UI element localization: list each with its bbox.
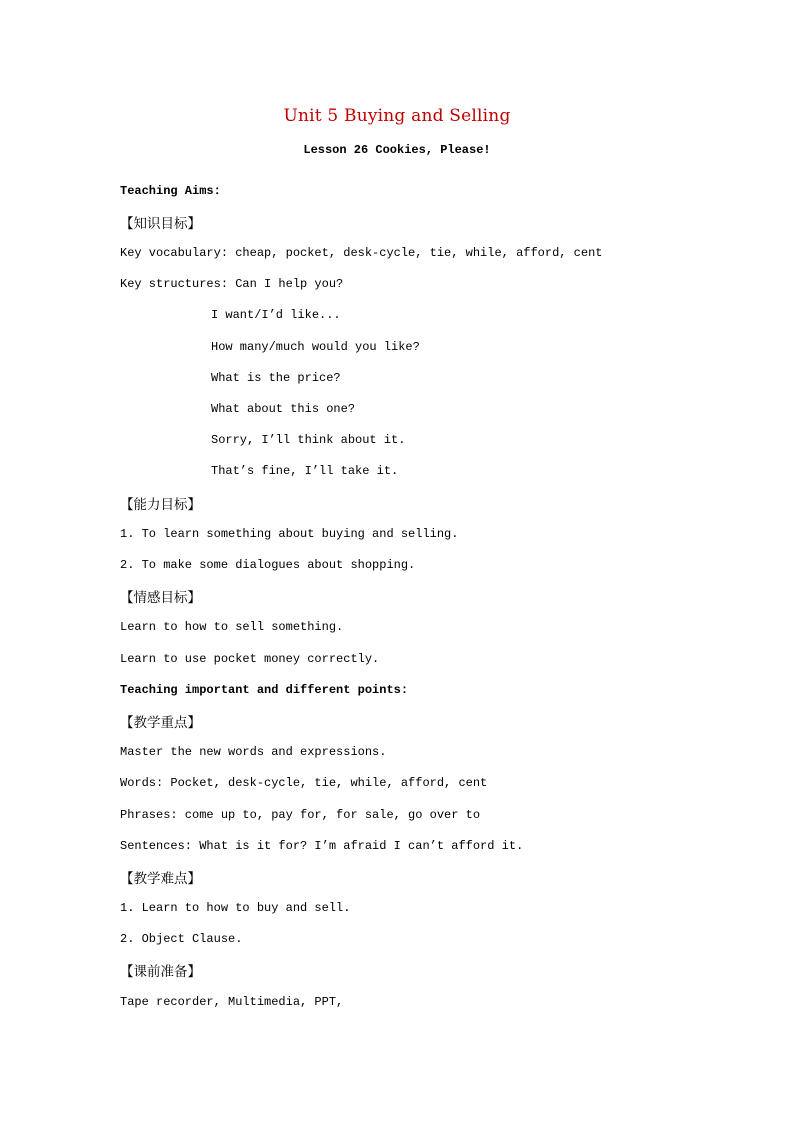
preparation-text: Tape recorder, Multimedia, PPT,: [120, 995, 344, 1009]
knowledge-goal-heading: 【知识目标】: [120, 216, 201, 232]
unit-title: Unit 5 Buying and Selling: [283, 106, 511, 126]
ability-goal-item: 1. To learn something about buying and selling.: [120, 527, 459, 541]
key-points-heading: 【教学重点】: [120, 715, 201, 731]
structure-item: Sorry, I’ll think about it.: [211, 433, 406, 447]
structure-item: I want/I’d like...: [211, 308, 341, 322]
important-points-heading: Teaching important and different points:: [120, 683, 409, 697]
teaching-aims-heading: Teaching Aims:: [120, 184, 221, 198]
key-point-item: Words: Pocket, desk-cycle, tie, while, afford, cent: [120, 776, 488, 790]
structure-item: How many/much would you like?: [211, 340, 420, 354]
difficult-points-heading: 【教学难点】: [120, 871, 201, 887]
key-point-item: Master the new words and expressions.: [120, 745, 387, 759]
preparation-heading: 【课前准备】: [120, 964, 201, 980]
difficult-point-item: 1. Learn to how to buy and sell.: [120, 901, 351, 915]
key-vocabulary: Key vocabulary: cheap, pocket, desk-cycle, tie, while, afford, cent: [120, 246, 603, 260]
emotion-goal-item: Learn to use pocket money correctly.: [120, 652, 380, 666]
key-structures-label: Key structures: Can I help you?: [120, 277, 344, 291]
ability-goal-heading: 【能力目标】: [120, 497, 201, 513]
structure-item: What is the price?: [211, 371, 341, 385]
emotion-goal-item: Learn to how to sell something.: [120, 620, 344, 634]
key-point-item: Phrases: come up to, pay for, for sale, go over to: [120, 808, 481, 822]
structure-item: That’s fine, I’ll take it.: [211, 464, 399, 478]
key-point-item: Sentences: What is it for? I’m afraid I can’t afford it.: [120, 839, 524, 853]
emotion-goal-heading: 【情感目标】: [120, 590, 201, 606]
lesson-subtitle: Lesson 26 Cookies, Please!: [303, 143, 491, 157]
ability-goal-item: 2. To make some dialogues about shopping.: [120, 558, 416, 572]
difficult-point-item: 2. Object Clause.: [120, 932, 243, 946]
structure-item: What about this one?: [211, 402, 356, 416]
